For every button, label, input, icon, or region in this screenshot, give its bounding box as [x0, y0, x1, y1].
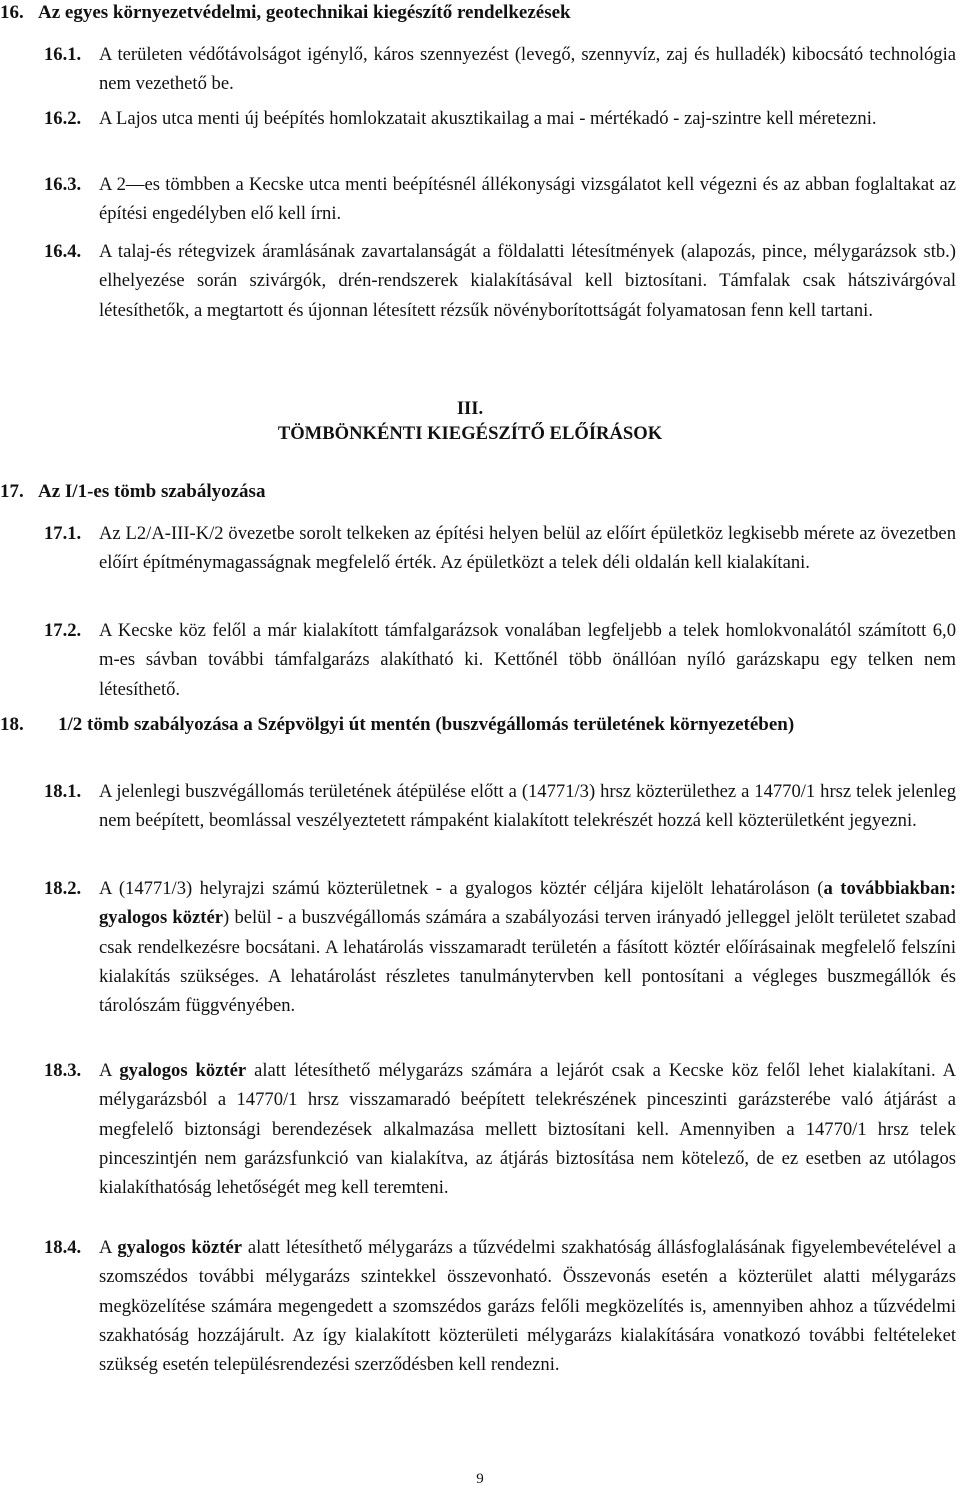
paragraph-16-1: [44, 40, 956, 99]
section-16-heading: [0, 2, 571, 24]
text-run: A: [99, 1237, 118, 1258]
section-title: 1/2 tömb szabályozása a Szépvölgyi út mentén (buszvégállomás területének környezetében): [58, 714, 795, 735]
part-title: TÖMBÖNKÉNTI KIEGÉSZÍTŐ ELŐÍRÁSOK: [277, 423, 663, 444]
section-18-heading: [0, 711, 900, 739]
paragraph-number: 18.4.: [44, 1237, 82, 1258]
paragraph-text: [99, 1233, 956, 1379]
text-run: A: [99, 1060, 120, 1081]
section-number: 17.: [0, 481, 24, 502]
defined-term: gyalogos köztér: [119, 1060, 247, 1081]
paragraph-text: [99, 874, 956, 1020]
section-number: 16.: [0, 2, 24, 23]
section-title: Az egyes környezetvédelmi, geotechnikai kiegészítő rendelkezések: [38, 2, 571, 23]
paragraph-number: 16.4.: [44, 241, 82, 262]
paragraph-text: A jelenlegi buszvégállomás területének átépülése előtt a (14771/3) hrsz közterülethez a 14770/1 hrsz telek jelenleg nem beépített, beomlással veszélyeztetett rámpaként kialakított telekrészét hozzá kell közterületként jegyezni.: [99, 781, 956, 832]
paragraph-text: [99, 1056, 956, 1202]
paragraph-text: A talaj-és rétegvizek áramlásának zavartalanságát a földalatti létesítmények (alapozás, pince, mélygarázsok stb.) elhelyezése során szivárgók, drén-rendszerek kialakításával kell biztosítani. Támfalak csak hátszivárgóval létesíthetők, a megtartott és újonnan létesített rézsűk növényborítottságát folyamatosan fenn kell tartani.: [99, 241, 956, 321]
paragraph-text: A 2—es tömbben a Kecske utca menti beépítésnél állékonysági vizsgálatot kell végezni és az abban foglaltakat az építési engedélyben elő kell írni.: [99, 174, 956, 225]
section-17-heading: [0, 481, 265, 503]
paragraph-18-4: [44, 1233, 956, 1379]
paragraph-text: Az L2/A-III-K/2 övezetbe sorolt telkeken az építési helyen belül az előírt épületköz legkisebb mérete az övezetben előírt építménymagasságnak megfelelő érték. Az épületközt a telek déli oldalán kell kialakítani.: [99, 523, 956, 574]
paragraph-number: 18.2.: [44, 878, 82, 899]
paragraph-number: 18.3.: [44, 1060, 82, 1081]
paragraph-text: A Kecske köz felől a már kialakított támfalgarázsok vonalában legfeljebb a telek homlokvonalától számított 6,0 m-es sávban további támfalgarázs alakítható ki. Kettőnél több önállóan nyíló garázskapu egy telken nem létesíthető.: [99, 620, 956, 700]
page-number: 9: [476, 1471, 484, 1487]
paragraph-number: 17.2.: [44, 620, 82, 641]
paragraph-16-4: [44, 237, 956, 325]
paragraph-16-2: [44, 104, 956, 133]
text-run: A (14771/3) helyrajzi számú közterületnek - a gyalogos köztér céljára kijelölt lehatároláson (: [99, 878, 824, 899]
paragraph-18-3: [44, 1056, 956, 1202]
paragraph-number: 17.1.: [44, 523, 82, 544]
paragraph-number: 16.3.: [44, 174, 82, 195]
paragraph-18-1: [44, 777, 956, 836]
paragraph-number: 16.1.: [44, 44, 82, 65]
text-run: ) belül - a buszvégállomás számára a szabályozási terven irányadó jelleggel jelölt területet szabad csak rendelkezésre bocsátani. A lehatárolás visszamaradt területén a fásított köztér előírásainak megfelelő felszíni kialakítás szükséges. A lehatárolást részletes tanulmánytervben kell pontosítani a végleges buszmegállók és tárolószám függvényében.: [99, 907, 957, 1017]
text-run: alatt létesíthető mélygarázs a tűzvédelmi szakhatóság állásfoglalásának figyelembevételével a szomszédos további mélygarázs szintekkel összevonható. Összevonás esetén a közterület alatti mélygarázs megközelítése számára megengedett a szomszédos garázs felőli megközelítés is, amennyiben ahhoz a tűzvédelmi szakhatóság hozzájárult. Az így kialakított közterületi mélygarázs kialakítására vonatkozó további feltételeket szükség esetén településrendezési szerződésben kell rendezni.: [99, 1237, 956, 1376]
paragraph-number: 16.2.: [44, 108, 82, 129]
paragraph-text: A területen védőtávolságot igénylő, káros szennyezést (levegő, szennyvíz, zaj és hulladék) kibocsátó technológia nem vezethető be.: [99, 44, 956, 95]
paragraph-number: 18.1.: [44, 781, 82, 802]
paragraph-16-3: [44, 170, 956, 229]
defined-term: a továbbiakban: gyalogos köztér: [99, 878, 957, 929]
paragraph-text: A Lajos utca menti új beépítés homlokzatait akusztikailag a mai - mértékadó - zaj-szintre kell méretezni.: [99, 108, 877, 129]
defined-term: gyalogos köztér: [117, 1237, 242, 1258]
paragraph-17-2: [44, 616, 956, 704]
section-title: Az I/1-es tömb szabályozása: [38, 481, 266, 502]
section-number: 18.: [0, 714, 24, 735]
text-run: alatt létesíthető mélygarázs számára a lejárót csak a Kecske köz felől lehet kialakítani. A mélygarázsból a 14770/1 hrsz visszamaradó beépített telekrészének pinceszinti garázsterébe való átjárást a megfelelő biztonsági berendezések alkalmazása mellett biztosítani kell. Amennyiben a 14770/1 hrsz telek pinceszintjén nem garázsfunkció van kialakítva, az átjárás biztosítása nem kötelező, de ez esetben az utólagos kialakíthatóság lehetőségét meg kell teremteni.: [99, 1060, 956, 1199]
paragraph-17-1: [44, 519, 956, 578]
paragraph-18-2: [44, 874, 956, 1020]
part-roman-numeral: III.: [456, 398, 484, 419]
